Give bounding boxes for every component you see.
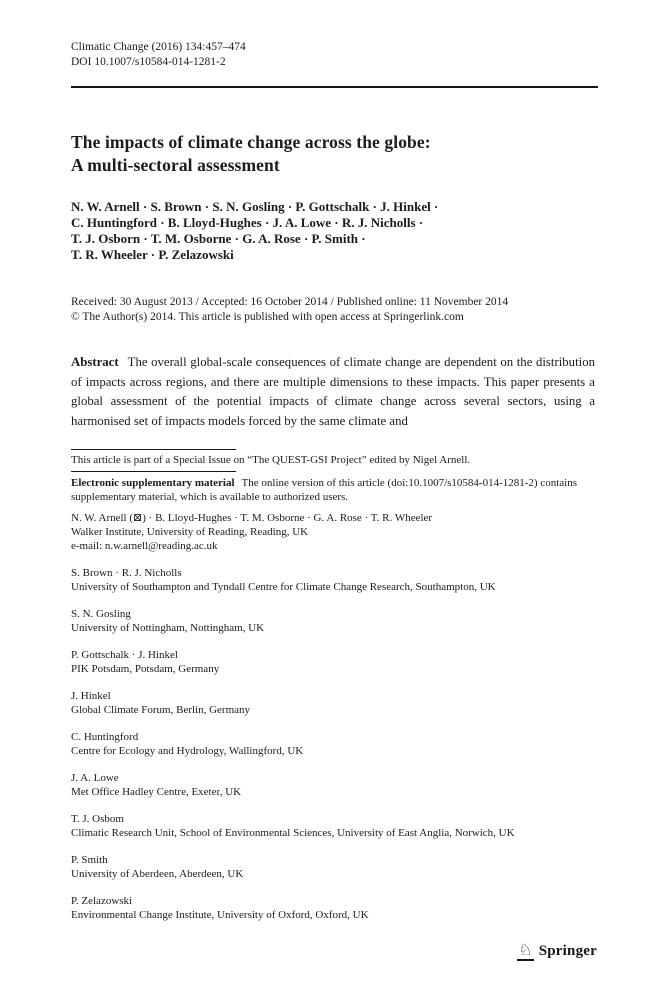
- affiliation-institution: PIK Potsdam, Potsdam, Germany: [71, 663, 220, 675]
- author-list-line: C. Huntingford · B. Lloyd-Hughes · J. A. Lowe · R. J. Nicholls ·: [71, 215, 424, 230]
- received-accepted-line: Received: 30 August 2013 / Accepted: 16 October 2014 / Published online: 11 November 2014: [71, 296, 509, 308]
- esm-text: The online version of this article (doi:10.1007/s10584-014-1281-2) contains supplementary material, which is available to authorized users.: [71, 477, 577, 503]
- springer-logo: [517, 941, 597, 961]
- article-title-line-1: The impacts of climate change across the globe:: [71, 132, 431, 152]
- article-title-line-2: A multi-sectoral assessment: [71, 155, 280, 175]
- affiliation-group: [71, 566, 595, 594]
- author-list-line: T. R. Wheeler · P. Zelazowski: [71, 247, 234, 262]
- affiliation-institution: Met Office Hadley Centre, Exeter, UK: [71, 786, 242, 798]
- copyright-line: © The Author(s) 2014. This article is published with open access at Springerlink.com: [71, 311, 464, 323]
- affiliation-institution: Global Climate Forum, Berlin, Germany: [71, 704, 251, 716]
- affiliation-group: [71, 689, 595, 717]
- springer-knight-icon: ♘: [518, 940, 533, 959]
- affiliation-authors: P. Gottschalk · J. Hinkel: [71, 649, 178, 661]
- abstract: [71, 353, 595, 431]
- affiliation-institution: Environmental Change Institute, University of Oxford, Oxford, UK: [71, 909, 369, 921]
- affiliation-group: [71, 648, 595, 676]
- affiliation-authors: P. Smith: [71, 854, 108, 866]
- footnote-divider: [71, 471, 236, 472]
- author-list: [71, 199, 598, 263]
- electronic-supplementary-note: [71, 476, 595, 504]
- affiliation-authors: S. Brown · R. J. Nicholls: [71, 567, 182, 579]
- affiliation-authors: C. Huntingford: [71, 731, 139, 743]
- footnote-divider: [71, 449, 236, 450]
- affiliation-group: [71, 853, 595, 881]
- affiliation-institution: Centre for Ecology and Hydrology, Wallingford, UK: [71, 745, 304, 757]
- journal-citation: Climatic Change (2016) 134:457–474: [71, 41, 246, 53]
- affiliation-authors: P. Zelazowski: [71, 895, 133, 907]
- affiliation-authors: J. A. Lowe: [71, 772, 119, 784]
- affiliation-group: [71, 730, 595, 758]
- esm-label: Electronic supplementary material: [71, 477, 235, 489]
- publication-history: [71, 295, 598, 325]
- article-title: [71, 131, 598, 177]
- affiliation-institution: University of Aberdeen, Aberdeen, UK: [71, 868, 244, 880]
- affiliation-institution: Climatic Research Unit, School of Environmental Sciences, University of East Anglia, Norwich, UK: [71, 827, 515, 839]
- affiliation-group: [71, 511, 595, 553]
- footnotes: [71, 449, 595, 922]
- affiliation-institution: University of Southampton and Tyndall Centre for Climate Change Research, Southampton, UK: [71, 581, 496, 593]
- affiliation-group: [71, 607, 595, 635]
- affiliation-group: [71, 812, 595, 840]
- author-list-line: N. W. Arnell · S. Brown · S. N. Gosling · P. Gottschalk · J. Hinkel ·: [71, 199, 439, 214]
- affiliation-institution: Walker Institute, University of Reading, Reading, UK: [71, 526, 309, 538]
- affiliation-authors: N. W. Arnell (⊠) · B. Lloyd-Hughes · T. M. Osborne · G. A. Rose · T. R. Wheeler: [71, 512, 433, 524]
- affiliation-authors: J. Hinkel: [71, 690, 111, 702]
- affiliation-group: [71, 771, 595, 799]
- doi-line: DOI 10.1007/s10584-014-1281-2: [71, 56, 226, 68]
- affiliation-authors: T. J. Osbom: [71, 813, 124, 825]
- header-divider: [71, 86, 598, 88]
- affiliation-institution: University of Nottingham, Nottingham, UK: [71, 622, 265, 634]
- publisher-name: Springer: [538, 942, 597, 959]
- abstract-label: Abstract: [71, 355, 119, 369]
- affiliation-authors: S. N. Gosling: [71, 608, 131, 620]
- journal-header: [71, 40, 598, 70]
- author-list-line: T. J. Osborn · T. M. Osborne · G. A. Rose · P. Smith ·: [71, 231, 366, 246]
- affiliation-group: [71, 894, 595, 922]
- abstract-text: The overall global-scale consequences of climate change are dependent on the distribution of impacts across regions, and there are multiple dimensions to these impacts. This paper presents a global assessment of the potential impacts of climate change across several sectors, using a harmonised set of impacts models forced by the same climate and: [71, 355, 595, 428]
- corresponding-email: e-mail: n.w.arnell@reading.ac.uk: [71, 540, 218, 552]
- special-issue-note: This article is part of a Special Issue on “The QUEST-GSI Project” edited by Nigel Arnell.: [71, 454, 471, 466]
